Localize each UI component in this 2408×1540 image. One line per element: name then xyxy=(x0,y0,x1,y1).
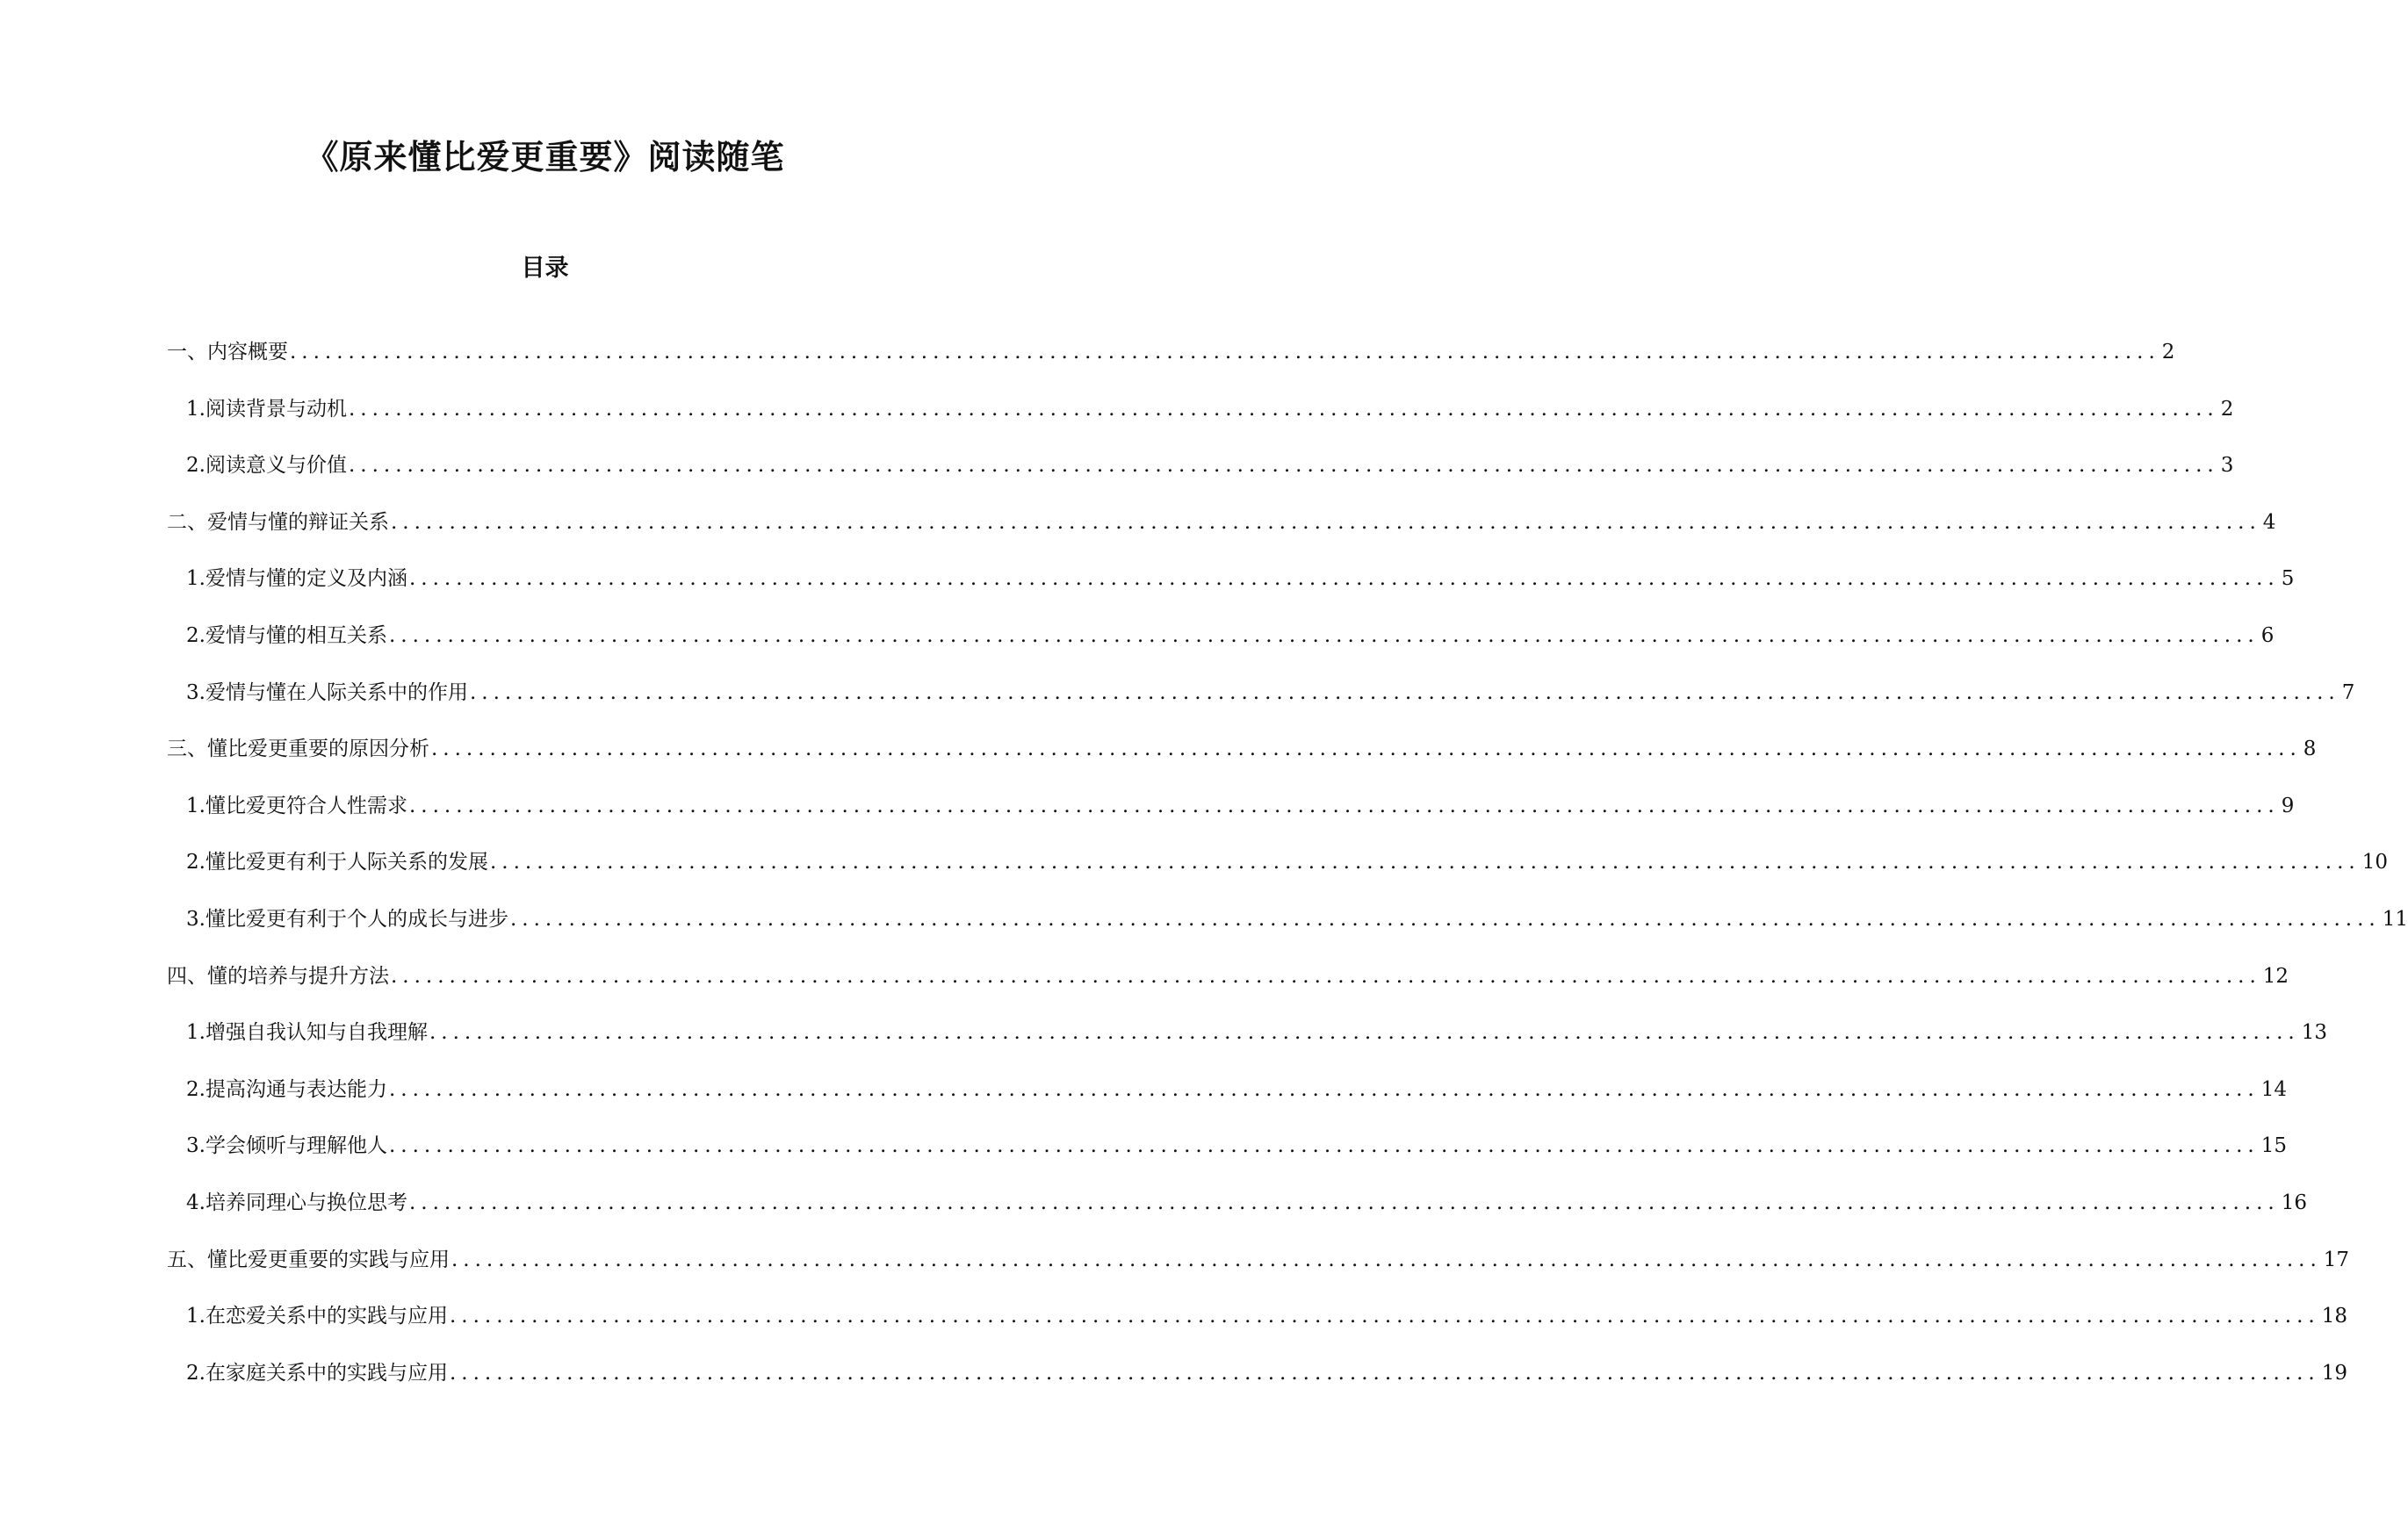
toc-entry-title: 阅读意义与价值 xyxy=(205,454,347,478)
toc-entry-subsection[interactable] xyxy=(0,562,2295,619)
toc-entry-subsection[interactable] xyxy=(0,392,2234,450)
toc-entry-subsection[interactable] xyxy=(0,449,2234,506)
toc-page-number: 6 xyxy=(2260,623,2275,647)
dot-leader: ................................................................................................................................................................ xyxy=(290,341,2160,363)
toc-entry-title: 爱情与懂的定义及内涵 xyxy=(205,567,407,591)
toc-page-number: 4 xyxy=(2262,510,2276,534)
toc-entry-section-2[interactable] xyxy=(0,506,2276,563)
toc-entry-number: 1. xyxy=(186,1021,205,1045)
toc-page-number: 12 xyxy=(2262,964,2289,988)
toc-entry-title: 懂比爱更有利于人际关系的发展 xyxy=(205,851,488,874)
toc-entry-title: 爱情与懂在人际关系中的作用 xyxy=(205,680,468,704)
dot-leader: ................................................................................................................................................................ xyxy=(431,738,2302,761)
toc-entry-title: 在家庭关系中的实践与应用 xyxy=(205,1361,448,1385)
toc-entry-title: 四、懂的培养与提升方法 xyxy=(167,964,389,988)
dot-leader: ................................................................................................................................................................ xyxy=(388,1134,2260,1158)
dot-leader: ................................................................................................................................................................ xyxy=(388,623,2260,647)
toc-entry-number: 2. xyxy=(186,1077,205,1101)
toc-page-number: 16 xyxy=(2281,1191,2307,1214)
dot-leader: ................................................................................................................................................................ xyxy=(348,397,2219,421)
toc-entry-section-3[interactable] xyxy=(0,732,2317,789)
toc-page-number: 14 xyxy=(2260,1077,2287,1101)
dot-leader: ................................................................................................................................................................ xyxy=(391,964,2261,988)
toc-entry-number: 2. xyxy=(186,851,205,874)
dot-leader: ................................................................................................................................................................ xyxy=(408,794,2280,817)
toc-entry-title: 阅读背景与动机 xyxy=(205,397,347,421)
toc-entry-subsection[interactable] xyxy=(0,1186,2307,1243)
dot-leader: ................................................................................................................................................................ xyxy=(489,851,2361,874)
toc-entry-subsection[interactable] xyxy=(0,1016,2327,1073)
document-title: 《原来懂比爱更重要》阅读随笔 xyxy=(305,138,785,176)
dot-leader: ................................................................................................................................................................ xyxy=(391,510,2261,534)
dot-leader: ................................................................................................................................................................ xyxy=(449,1361,2320,1385)
dot-leader: ................................................................................................................................................................ xyxy=(509,907,2381,931)
toc-page-number: 19 xyxy=(2321,1361,2347,1385)
toc-page-number: 11 xyxy=(2382,907,2408,931)
toc-page-number: 2 xyxy=(2220,397,2234,421)
toc-entry-title: 三、懂比爱更重要的原因分析 xyxy=(167,738,429,761)
dot-leader: ................................................................................................................................................................ xyxy=(429,1021,2300,1045)
toc-page-number: 3 xyxy=(2220,454,2234,478)
toc-entry-title: 二、爱情与懂的辩证关系 xyxy=(167,510,389,534)
toc-entry-title: 懂比爱更符合人性需求 xyxy=(205,794,407,817)
toc-entry-section-4[interactable] xyxy=(0,960,2289,1017)
toc-entry-number: 2. xyxy=(186,454,205,478)
toc-entry-number: 3. xyxy=(186,907,205,931)
toc-entry-title: 提高沟通与表达能力 xyxy=(205,1077,387,1101)
toc-entry-title: 懂比爱更有利于个人的成长与进步 xyxy=(205,907,508,931)
toc-page-number: 5 xyxy=(2281,567,2295,591)
toc-entry-subsection[interactable] xyxy=(0,1073,2287,1130)
toc-page-number: 13 xyxy=(2301,1021,2327,1045)
toc-entry-number: 3. xyxy=(186,680,205,704)
toc-entry-title: 培养同理心与换位思考 xyxy=(205,1191,407,1214)
toc-entry-subsection[interactable] xyxy=(0,676,2355,733)
toc-entry-section-5[interactable] xyxy=(0,1243,2350,1300)
toc-entry-number: 1. xyxy=(186,1305,205,1328)
toc-entry-subsection[interactable] xyxy=(0,903,2408,960)
toc-page-number: 15 xyxy=(2260,1134,2287,1158)
dot-leader: ................................................................................................................................................................ xyxy=(408,567,2280,591)
toc-entry-number: 3. xyxy=(186,1134,205,1158)
toc-entry-subsection[interactable] xyxy=(0,1129,2287,1186)
dot-leader: ................................................................................................................................................................ xyxy=(348,454,2219,478)
dot-leader: ................................................................................................................................................................ xyxy=(388,1077,2260,1101)
toc-entry-number: 2. xyxy=(186,623,205,647)
dot-leader: ................................................................................................................................................................ xyxy=(451,1248,2322,1271)
toc-entry-title: 增强自我认知与自我理解 xyxy=(205,1021,428,1045)
toc-page-number: 18 xyxy=(2321,1305,2347,1328)
dot-leader: ................................................................................................................................................................ xyxy=(449,1305,2320,1328)
toc-entry-title: 在恋爱关系中的实践与应用 xyxy=(205,1305,448,1328)
toc-page-number: 10 xyxy=(2361,851,2388,874)
toc-entry-subsection[interactable] xyxy=(0,789,2295,846)
toc-page-number: 7 xyxy=(2341,680,2355,704)
toc-entry-title: 学会倾听与理解他人 xyxy=(205,1134,387,1158)
toc-entry-number: 4. xyxy=(186,1191,205,1214)
toc-entry-subsection[interactable] xyxy=(0,846,2388,903)
toc-page-number: 2 xyxy=(2161,341,2175,363)
toc-entry-title: 爱情与懂的相互关系 xyxy=(205,623,387,647)
toc-page-number: 17 xyxy=(2323,1248,2350,1271)
toc-entry-number: 1. xyxy=(186,794,205,817)
toc-page-number: 8 xyxy=(2303,738,2317,761)
toc-entry-title: 五、懂比爱更重要的实践与应用 xyxy=(167,1248,450,1271)
toc-page-number: 9 xyxy=(2281,794,2295,817)
toc-entry-subsection[interactable] xyxy=(0,619,2275,676)
dot-leader: ................................................................................................................................................................ xyxy=(408,1191,2280,1214)
toc-entry-number: 2. xyxy=(186,1361,205,1385)
toc-entry-title: 一、内容概要 xyxy=(167,341,288,363)
toc-entry-number: 1. xyxy=(186,567,205,591)
dot-leader: ................................................................................................................................................................ xyxy=(469,680,2340,704)
toc-entry-section-1[interactable] xyxy=(0,335,2175,392)
toc-entry-subsection[interactable] xyxy=(0,1299,2347,1356)
toc-entry-number: 1. xyxy=(186,397,205,421)
table-of-contents xyxy=(0,335,2408,1413)
toc-heading: 目录 xyxy=(521,255,569,282)
toc-entry-subsection[interactable] xyxy=(0,1356,2347,1414)
